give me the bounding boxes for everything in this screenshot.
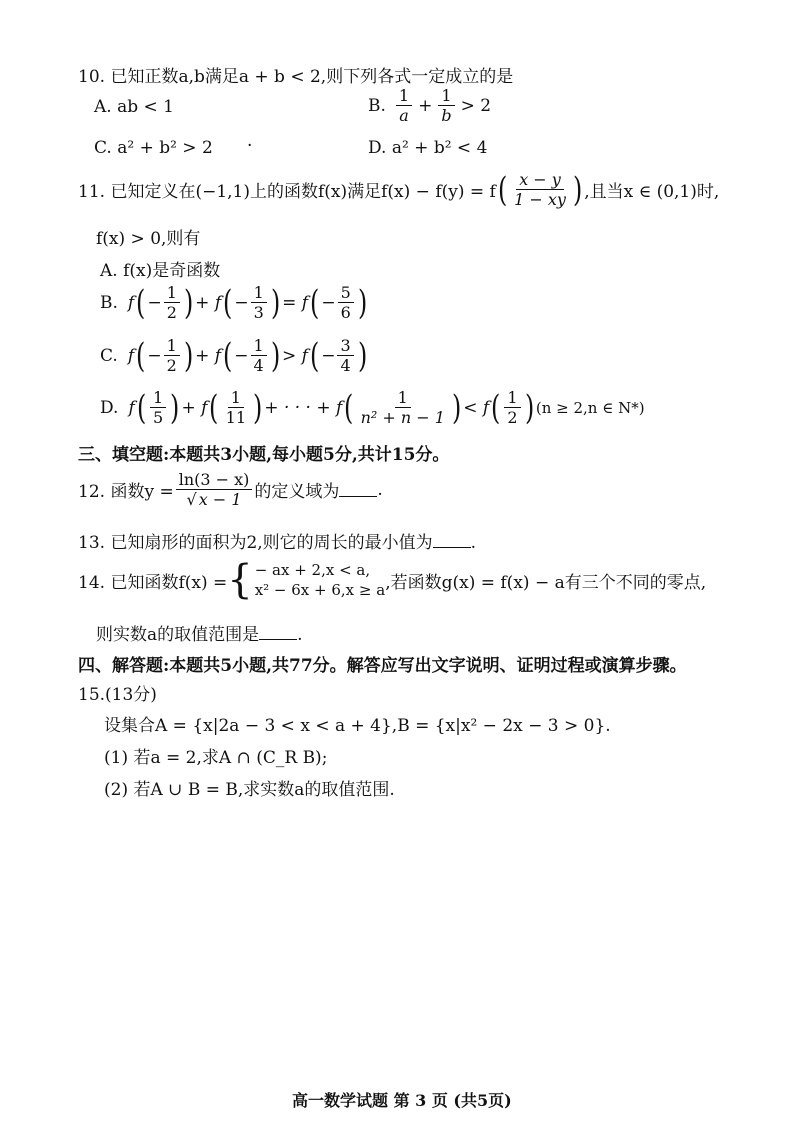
plus-f: + f [195,345,222,366]
denominator: 5 [153,408,164,427]
period: . [470,533,477,553]
brace-icon: { [227,557,253,603]
numerator: 1 [164,336,180,356]
answer-blank [259,625,297,640]
denominator: b [441,106,452,125]
right-paren: ) [357,335,367,376]
stray-dot: · [247,136,253,156]
right-paren: ) [183,335,194,376]
section-4-heading: 四、解答题:本题共5小题,共77分。解答应写出文字说明、证明过程或演算步骤。 [78,656,687,676]
minus: − [321,345,336,366]
fraction [337,336,353,375]
minus: − [234,292,249,313]
stem-tail: ,若函数g(x) = f(x) − a有三个不同的零点, [385,572,707,593]
question-10-stem: 10. 已知正数a,b满足a + b < 2,则下列各式一定成立的是 [78,67,514,87]
left-paren: ( [223,335,233,376]
fraction [396,86,412,125]
q11-option-c [100,336,369,375]
right-paren: ) [524,387,534,428]
stem-tail: 的定义域为 [254,482,340,502]
numerator: 1 [251,336,267,356]
denominator: a [399,106,409,125]
right-paren: ) [270,335,281,376]
period: . [297,625,303,645]
right-paren: ) [572,169,583,210]
func-f: f [127,292,135,313]
right-paren: ) [357,282,368,323]
fraction [251,283,267,322]
section-3-heading: 三、填空题:本题共3小题,每小题5分,共计15分。 [78,445,450,465]
fraction [223,388,249,427]
less-f: < f [463,397,490,418]
numerator: 1 [228,388,244,408]
right-paren: ) [270,282,281,323]
numerator: 3 [337,336,353,356]
numerator: x − y [516,170,564,190]
denominator: 4 [253,356,264,375]
option-label: B. [368,95,386,116]
fraction [358,388,448,427]
period: . [377,479,383,500]
stem-line2: 则实数a的取值范围是 [96,625,260,645]
func-f: f [127,345,135,366]
greater-f: > f [282,345,308,366]
right-paren: ) [183,282,194,323]
stem-tail: ,且当x ∈ (0,1)时, [584,182,720,202]
option-label: D. [100,397,119,418]
minus: − [321,292,336,313]
fraction [338,283,354,322]
numerator: 1 [396,86,412,106]
denominator: 4 [340,356,351,375]
denominator [184,490,245,509]
denominator: 2 [507,408,518,427]
right-paren: ) [451,387,462,428]
equals-f: = f [282,292,309,313]
q15-set-definition: 设集合A = {x|2a − 3 < x < a + 4},B = {x|x² − 2x − 3 > 0}. [104,716,611,736]
fraction [504,388,520,427]
fraction [438,86,454,125]
fraction [511,170,569,209]
denominator: 2 [166,356,177,375]
case-1: − ax + 2,x < a, [254,561,371,579]
stem: 13. 已知扇形的面积为2,则它的周长的最小值为 [78,533,433,553]
left-paren: ( [223,282,233,323]
left-paren: ( [309,335,320,376]
ellipsis-f: + · · · + f [264,397,343,418]
minus: − [147,345,162,366]
left-paren: ( [136,387,147,428]
denominator: 3 [253,303,264,322]
numerator: 1 [150,388,166,408]
numerator: 1 [438,86,454,106]
cases-body [255,560,386,600]
question-13 [78,528,476,553]
right-paren: ) [170,387,180,428]
fraction [176,470,253,509]
q10-option-a: A. ab < 1 [94,97,174,117]
left-paren: ( [344,387,354,428]
denominator: 1 − xy [514,190,566,209]
numerator: ln(3 − x) [176,470,253,490]
q15-part-1: (1) 若a = 2,求A ∩ (C_R B); [104,748,328,768]
condition: (n ≥ 2,n ∈ N*) [535,398,645,417]
inequality-tail: > 2 [460,95,492,116]
denominator: 11 [225,408,247,427]
left-paren: ( [491,387,501,428]
right-paren: ) [253,387,263,428]
numerator: 1 [395,388,411,408]
left-paren: ( [209,387,219,428]
page-footer: 高一数学试题 第 3 页 (共5页) [292,1091,512,1110]
question-15-head: 15.(13分) [78,685,157,705]
stem-head: 14. 已知函数f(x) = [78,572,228,593]
denominator: 2 [166,303,177,322]
minus: − [234,345,249,366]
stem-head: 11. 已知定义在(−1,1)上的函数f(x)满足f(x) − f(y) = f [78,182,496,202]
numerator: 1 [251,283,267,303]
question-12 [78,470,383,509]
func-f: f [128,397,135,418]
fraction [150,388,166,427]
denominator: 6 [340,303,351,322]
left-paren: ( [136,335,146,376]
option-label: C. [100,345,118,366]
question-11-stem [78,170,719,209]
q11-option-a: A. f(x)是奇函数 [100,261,221,281]
case-2: x² − 6x + 6,x ≥ a [254,581,386,599]
numerator: 1 [504,388,520,408]
q10-option-b [368,86,491,125]
piecewise [227,557,386,603]
numerator: 1 [164,283,180,303]
plus-f: + f [195,292,222,313]
denominator: n² + n − 1 [360,408,445,427]
q10-option-d: D. a² + b² < 4 [368,138,488,158]
q11-option-d [100,388,645,427]
minus: − [147,292,162,313]
q15-part-2: (2) 若A ∪ B = B,求实数a的取值范围. [104,780,395,800]
radicand: x − 1 [198,490,242,509]
answer-blank [433,533,471,548]
fraction [251,336,267,375]
q10-option-c: C. a² + b² > 2 [94,138,213,158]
fraction [164,336,180,375]
stem-head: 12. 函数y = [78,482,174,502]
plus-f: + f [181,397,208,418]
option-label: B. [100,292,118,313]
left-paren: ( [136,282,146,323]
left-paren: ( [497,169,508,210]
numerator: 5 [338,283,354,303]
q11-stem-line2: f(x) > 0,则有 [96,229,201,249]
left-paren: ( [310,282,320,323]
sqrt-icon: √ [186,490,197,509]
plus-sign: + [418,95,433,116]
question-14 [78,557,707,603]
fraction [164,283,180,322]
q11-option-b [100,283,369,322]
answer-blank [339,482,377,497]
q14-line2 [96,620,303,645]
